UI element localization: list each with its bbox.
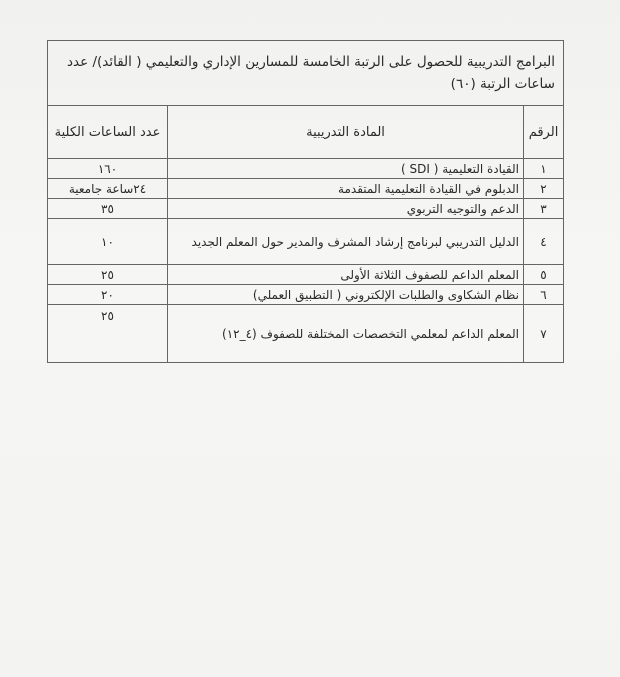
table-row bbox=[48, 219, 564, 265]
header-row bbox=[48, 106, 564, 159]
row-number: ٥ bbox=[524, 265, 564, 285]
row-number: ٤ bbox=[524, 219, 564, 265]
row-subject: القيادة التعليمية ( SDI ) bbox=[168, 159, 524, 179]
header-number: الرقم bbox=[524, 106, 564, 159]
table-row bbox=[48, 305, 564, 363]
training-programs-table bbox=[47, 40, 564, 363]
table-title: البرامج التدريبية للحصول على الرتبة الخامسة للمسارين الإداري والتعليمي ( القائد)/ عدد ساعات الرتبة (٦٠) bbox=[48, 41, 564, 106]
row-hours: ٢٥ bbox=[48, 305, 168, 363]
row-subject: الدبلوم في القيادة التعليمية المتقدمة bbox=[168, 179, 524, 199]
row-hours: ٢٠ bbox=[48, 285, 168, 305]
row-hours: ١٦٠ bbox=[48, 159, 168, 179]
table-row bbox=[48, 199, 564, 219]
table-row bbox=[48, 285, 564, 305]
table-row bbox=[48, 159, 564, 179]
table-row bbox=[48, 179, 564, 199]
row-number: ٢ bbox=[524, 179, 564, 199]
row-hours: ١٠ bbox=[48, 219, 168, 265]
row-subject: المعلم الداعم للصفوف الثلاثة الأولى bbox=[168, 265, 524, 285]
header-hours: عدد الساعات الكلية bbox=[48, 106, 168, 159]
row-subject: نظام الشكاوى والطلبات الإلكتروني ( التطبيق العملي) bbox=[168, 285, 524, 305]
row-subject: المعلم الداعم لمعلمي التخصصات المختلفة للصفوف (٤_١٢) bbox=[168, 305, 524, 363]
row-subject: الدليل التدريبي لبرنامج إرشاد المشرف والمدير حول المعلم الجديد bbox=[168, 219, 524, 265]
row-number: ٣ bbox=[524, 199, 564, 219]
row-subject: الدعم والتوجيه التربوي bbox=[168, 199, 524, 219]
row-number: ١ bbox=[524, 159, 564, 179]
header-subject: المادة التدريبية bbox=[168, 106, 524, 159]
row-number: ٦ bbox=[524, 285, 564, 305]
row-number: ٧ bbox=[524, 305, 564, 363]
row-hours: ٢٥ bbox=[48, 265, 168, 285]
row-hours: ٢٤ساعة جامعية bbox=[48, 179, 168, 199]
row-hours: ٣٥ bbox=[48, 199, 168, 219]
table-row bbox=[48, 265, 564, 285]
